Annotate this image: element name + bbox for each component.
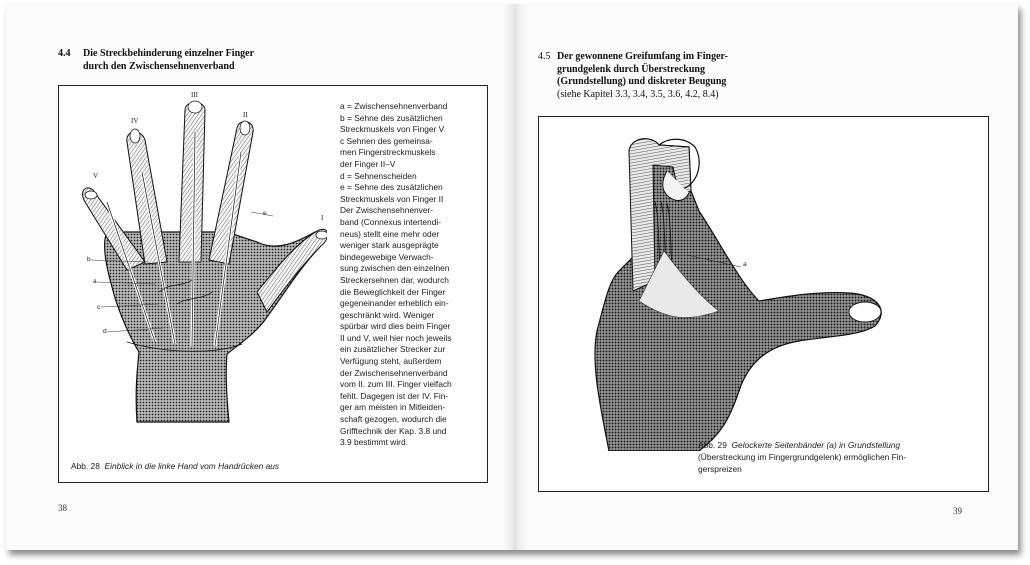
section-title-line: grundgelenk durch Überstreckung	[557, 63, 705, 75]
legend-line: e = Sehne des zusätzlichen	[340, 182, 443, 193]
caption-label: Abb. 28	[71, 461, 100, 471]
caption-text: (Überstreckung im Fingergrundgelenk) ermöglichen Fin-	[698, 452, 907, 462]
page-number-left: 38	[58, 503, 67, 513]
section-reference: (siehe Kapitel 3.3, 3.4, 3.5, 3.6, 4.2, 8.4)	[557, 88, 719, 100]
legend-line: Streckmuskels von Finger II	[340, 193, 444, 204]
label-d: d	[103, 328, 107, 335]
legend-line: spürbar wird dies beim Finger	[340, 321, 451, 332]
label-a: a	[93, 278, 97, 285]
legend-line: neus) stellt eine mehr oder	[340, 228, 440, 239]
finger-label-v: V	[93, 172, 99, 180]
legend-line: ein zusätzlicher Strecker zur	[340, 344, 446, 355]
caption-text: gerspreizen	[698, 464, 742, 474]
section-number: 4.4	[58, 48, 71, 59]
legend-line: sung zwischen den einzelnen	[340, 263, 450, 274]
finger-label-i: I	[321, 214, 324, 222]
left-page	[6, 4, 503, 550]
section-number: 4.5	[538, 51, 551, 62]
section-title-line: Der gewonnene Greifumfang im Finger-	[557, 51, 728, 62]
legend-line: c Sehnen des gemeinsa-	[340, 135, 433, 146]
hand-thumb-section-illustration	[569, 131, 909, 451]
legend-line: 3.9 bestimmt wird.	[340, 437, 408, 448]
legend-line: ger am meisten in Mitleiden-	[340, 402, 446, 413]
legend-line: der Zwischensehnenverband	[340, 367, 448, 378]
figure-28-frame	[58, 85, 488, 483]
legend-line: weniger stark ausgeprägte	[340, 240, 439, 251]
section-title-line: Die Streckbehinderung einzelner Finger	[83, 48, 255, 59]
right-page	[527, 4, 1018, 550]
finger-label-iii: III	[191, 91, 198, 99]
legend-line: d = Sehnenscheiden	[340, 170, 417, 181]
legend-line: II und V, weil hier noch jeweils	[340, 332, 452, 343]
legend-line: fehlt. Dagegen ist der IV. Fin-	[340, 390, 449, 401]
legend-line: b = Sehne des zusätzlichen	[340, 112, 443, 123]
figure-29-frame	[538, 116, 989, 492]
finger-label-ii: II	[243, 111, 248, 119]
caption-label: Abb. 29	[698, 440, 727, 450]
legend-line: Streckersehnen dar, wodurch	[340, 274, 449, 285]
legend-line: die Beweglichkeit der Finger	[340, 286, 446, 297]
figure-29-caption	[698, 439, 906, 475]
label-e: e	[263, 210, 267, 217]
legend-line: vom II. zum III. Finger vielfach	[340, 379, 452, 390]
legend-line: bindegewebige Verwach-	[340, 251, 434, 262]
legend-line: Der Zwischensehnenver-	[340, 205, 434, 216]
figure-28-legend	[340, 101, 480, 449]
section-title-line: (Grundstellung) und diskreter Beugung	[557, 76, 727, 87]
finger-label-iv: IV	[131, 117, 139, 125]
label-c: c	[97, 304, 101, 311]
section-title-line: durch den Zwischensehnenverband	[83, 60, 235, 72]
legend-line: schaft gezogen, wodurch die	[340, 414, 447, 425]
legend-line: Streckmuskels von Finger V	[340, 124, 445, 135]
section-title	[557, 51, 728, 101]
legend-line: Grifftechnik der Kap. 3.8 und	[340, 425, 447, 436]
legend-line: geschränkt wird. Weniger	[340, 309, 435, 320]
section-title	[83, 48, 254, 73]
book-gutter	[503, 4, 527, 550]
hand-dorsal-illustration	[67, 92, 327, 432]
page-number-right: 39	[953, 506, 962, 516]
figure-28-caption	[71, 460, 279, 472]
legend-line: Verfügung steht, außerdem	[340, 356, 442, 367]
book-spread	[6, 4, 1018, 550]
label-a: a	[743, 261, 747, 268]
legend-line: a = Zwischensehnenverband	[340, 101, 448, 111]
caption-text: Einblick in die linke Hand vom Handrücken aus	[104, 461, 280, 471]
legend-line: men Fingerstreckmuskels	[340, 147, 436, 158]
legend-line: der Finger II–V	[340, 158, 396, 169]
legend-line: gegeneinander erheblich ein-	[340, 298, 449, 309]
label-b: b	[87, 256, 91, 263]
legend-line: band (Connexus intertendi-	[340, 216, 442, 227]
caption-text: Gelockerte Seitenbänder (a) in Grundstellung	[731, 440, 901, 450]
